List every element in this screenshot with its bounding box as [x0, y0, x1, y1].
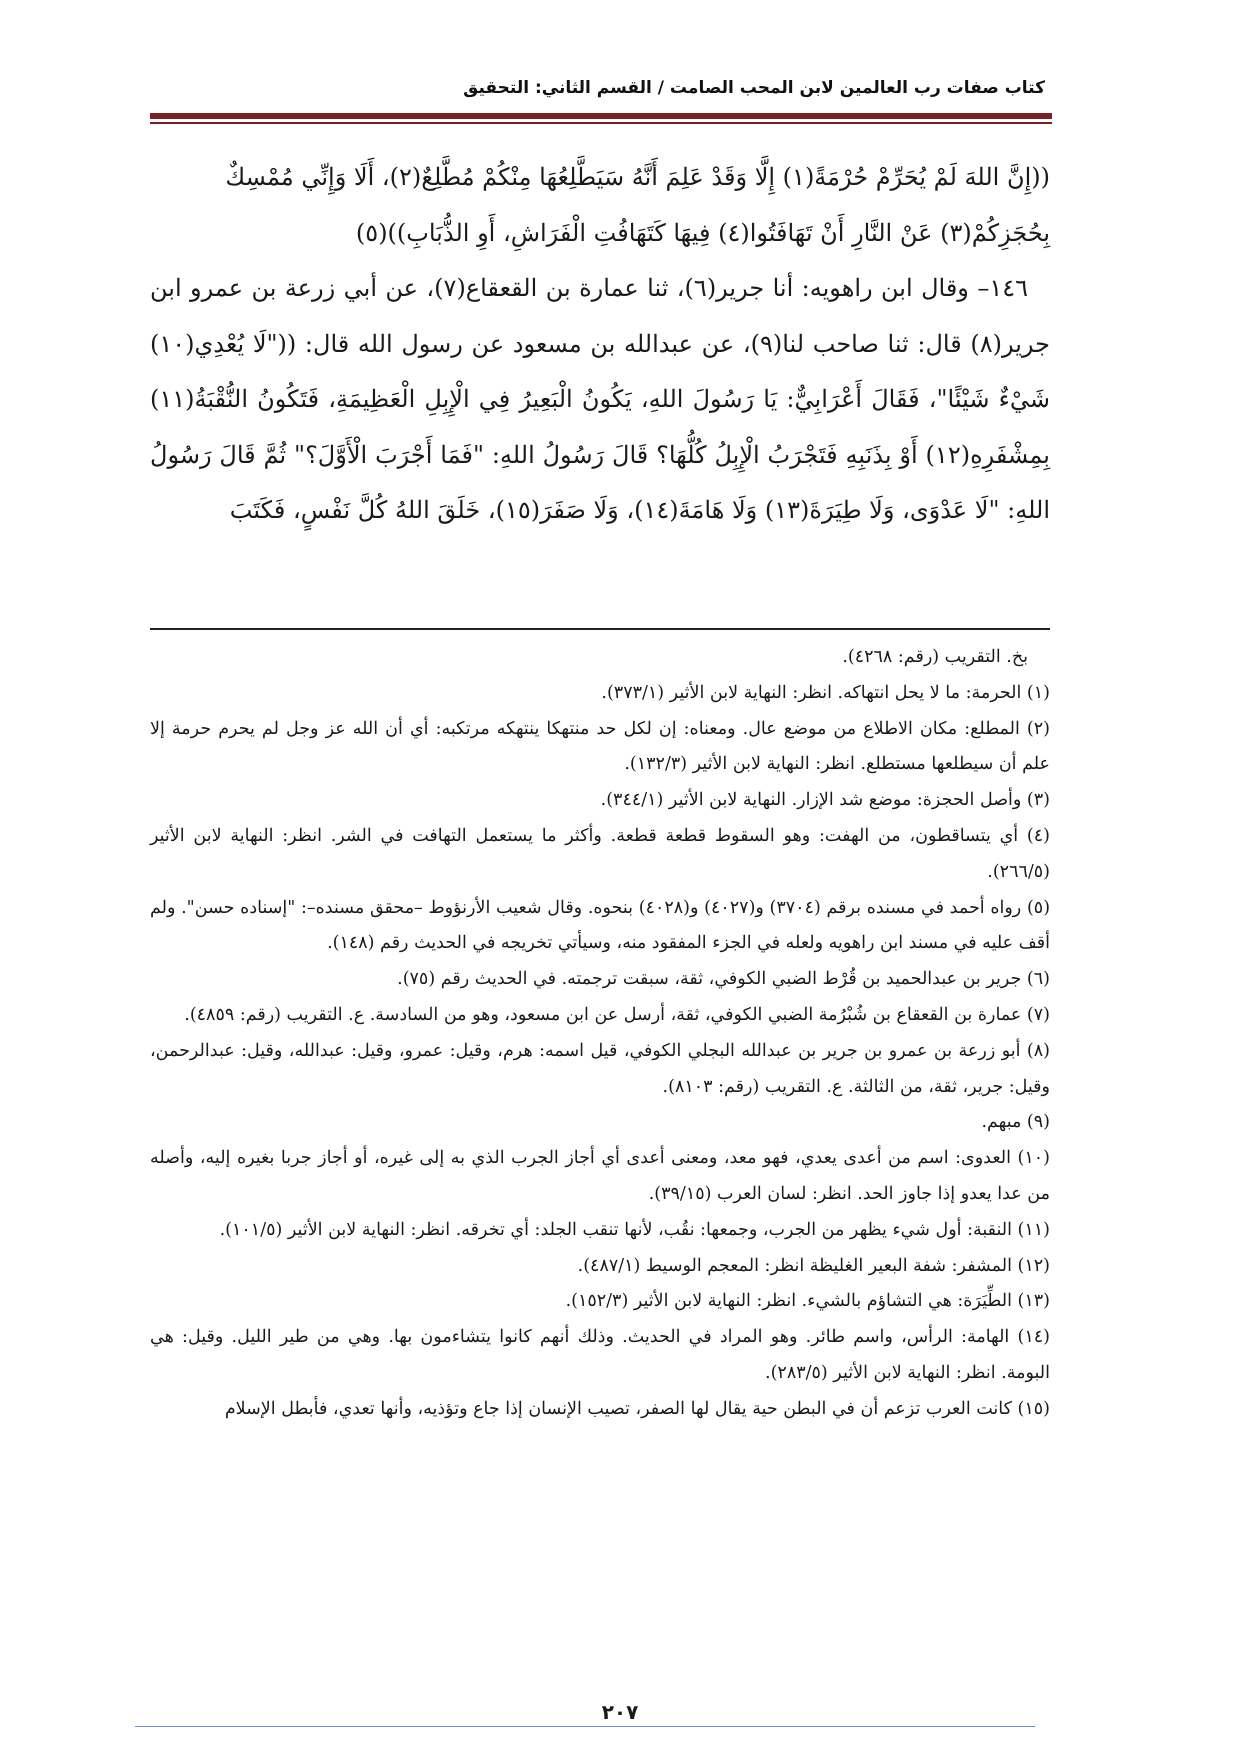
header-rule-thick — [150, 113, 1052, 119]
footnote-7: (٧) عمارة بن القعقاع بن شُبْرُمة الضبي الكوفي، ثقة، أرسل عن ابن مسعود، وهو من السادسة. ع. التقريب (رقم: ٤٨٥٩). — [184, 1004, 1050, 1025]
footnote-6: (٦) جرير بن عبدالحميد بن قُرْط الضبي الكوفي، ثقة، سبقت ترجمته. في الحديث رقم (٧٥). — [397, 969, 1050, 990]
page-number — [0, 1700, 1240, 1724]
footnote-14: (١٤) الهامة: الرأس، واسم طائر. وهو المراد في الحديث. وذلك أنهم كانوا يتشاءمون بها. وهي من طير الليل. وقيل: هي البومة. انظر: النهاية لابن الأثير (٢٨٣/٥). — [150, 1327, 1050, 1383]
page-number-text: ٢٠٧ — [590, 1700, 651, 1724]
footnote-continuation: بخ. التقريب (رقم: ٤٢٦٨). — [842, 647, 1028, 667]
footnote-9: (٩) مبهم. — [981, 1112, 1050, 1133]
footnote-10: (١٠) العدوى: اسم من أعدى يعدي، فهو معد، ومعنى أعدى أي أجاز الجرب الذي به إلى غيره، أو أجاز جربا بغيره إليه، وأصله من عدا يعدو إذا جاوز الحد. انظر: لسان العرب (٣٩/١٥). — [150, 1148, 1050, 1204]
footnote-8: (٨) أبو زرعة بن عمرو بن جرير بن عبدالله البجلي الكوفي، قيل اسمه: هرم، وقيل: عمرو، وقيل: عبدالله، وقيل: عبدالرحمن، وقيل: جرير، ثقة، من الثالثة. ع. التقريب (رقم: ٨١٠٣). — [150, 1040, 1050, 1097]
footnote-5: (٥) رواه أحمد في مسنده برقم (٣٧٠٤) و(٤٠٢٧) و(٤٠٢٨) بنحوه. وقال شعيب الأرنؤوط –محقق مسنده–: "إسناده حسن". ولم أقف عليه في مسند ابن راهويه ولعله في الجزء المفقود منه، وسيأتي تخريجه في الحديث رقم (١٤٨). — [150, 897, 1051, 954]
footnote-13: (١٣) الطِّيَرَة: هي التشاؤم بالشيء. انظر: النهاية لابن الأثير (١٥٢/٣). — [565, 1291, 1050, 1312]
footnote-separator — [150, 628, 1050, 630]
main-text — [150, 150, 1050, 539]
footnote-11: (١١) النقبة: أول شيء يظهر من الجرب، وجمعها: نقُب، لأنها تنقب الجلد: أي تخرقه. انظر: النهاية لابن الأثير (١٠١/٥). — [219, 1219, 1050, 1240]
footnote-4: (٤) أي يتساقطون، من الهفت: وهو السقوط قطعة قطعة. وأكثر ما يستعمل التهافت في الشر. انظر: النهاية لابن الأثير (٢٦٦/٥). — [150, 825, 1050, 882]
footer-rule — [135, 1726, 1035, 1727]
hadith-146: ١٤٦– وقال ابن راهويه: أنا جرير(٦)، ثنا عمارة بن القعقاع(٧)، عن أبي زرعة بن عمرو ابن جرير(٨) قال: ثنا صاحب لنا(٩)، عن عبدالله بن مسعود عن رسول الله قال: (("لَا يُعْدِي(١٠) شَيْءٌ شَيْئًا"، فَقَالَ أَعْرَابِيٌّ: يَا رَسُولَ اللهِ، يَكُونُ الْبَعِيرُ فِي الْإِبِلِ الْعَظِيمَةِ، فَتَكُونُ النُّقْبَةُ(١١) بِمِشْفَرِهِ(١٢) أَوْ بِذَنَبِهِ فَتَجْرَبُ الْإِبِلُ كُلُّهَا؟ قَالَ رَسُولُ اللهِ: "فَمَا أَجْرَبَ الْأَوَّلَ؟" ثُمَّ قَالَ رَسُولُ اللهِ: "لَا عَدْوَى، وَلَا طِيَرَةَ(١٣) وَلَا هَامَةَ(١٤)، وَلَا صَفَرَ(١٥)، خَلَقَ اللهُ كُلَّ نَفْسٍ، فَكَتَبَ — [150, 274, 1050, 524]
footnote-3: (٣) وأصل الحجزة: موضع شد الإزار. النهاية لابن الأثير (٣٤٤/١). — [600, 790, 1050, 811]
footnote-1: (١) الحرمة: ما لا يحل انتهاكه. انظر: النهاية لابن الأثير (٣٧٣/١). — [601, 682, 1050, 703]
footnote-12: (١٢) المشفر: شفة البعير الغليظة انظر: المعجم الوسيط (٤٨٧/١). — [577, 1255, 1050, 1276]
header-rule-thin — [150, 122, 1052, 124]
hadith-text: ((إِنَّ اللهَ لَمْ يُحَرِّمْ حُرْمَةً(١) إِلَّا وَقَدْ عَلِمَ أَنَّهُ سَيَطَّلِعُهَا مِنْكُمْ مُطَّلِعٌ(٢)، أَلَا وَإِنِّي مُمْسِكٌ بِحُجَزِكُمْ(٣) عَنْ النَّارِ أَنْ تَهَافَتُوا(٤) فِيهَا كَتَهَافُتِ الْفَرَاشِ، أَوِ الذُّبَابِ))(٥) — [225, 163, 1050, 247]
footnote-15: (١٥) كانت العرب تزعم أن في البطن حية يقال لها الصفر، تصيب الإنسان إذا جاع وتؤذيه، وأنها تعدي، فأبطل الإسلام — [224, 1398, 1050, 1419]
running-header — [135, 78, 1045, 108]
footnotes — [150, 640, 1050, 1428]
book-title: كتاب صفات رب العالمين لابن المحب الصامت / القسم الثاني: التحقيق — [463, 78, 1045, 98]
footnote-2: (٢) المطلع: مكان الاطلاع من موضع عال. ومعناه: إن لكل حد منتهكا ينتهكه مرتكبه: أي أن الله عز وجل لم يحرم حرمة إلا علم أن سيطلعها مستطلع. انظر: النهاية لابن الأثير (١٣٢/٣). — [150, 718, 1050, 775]
